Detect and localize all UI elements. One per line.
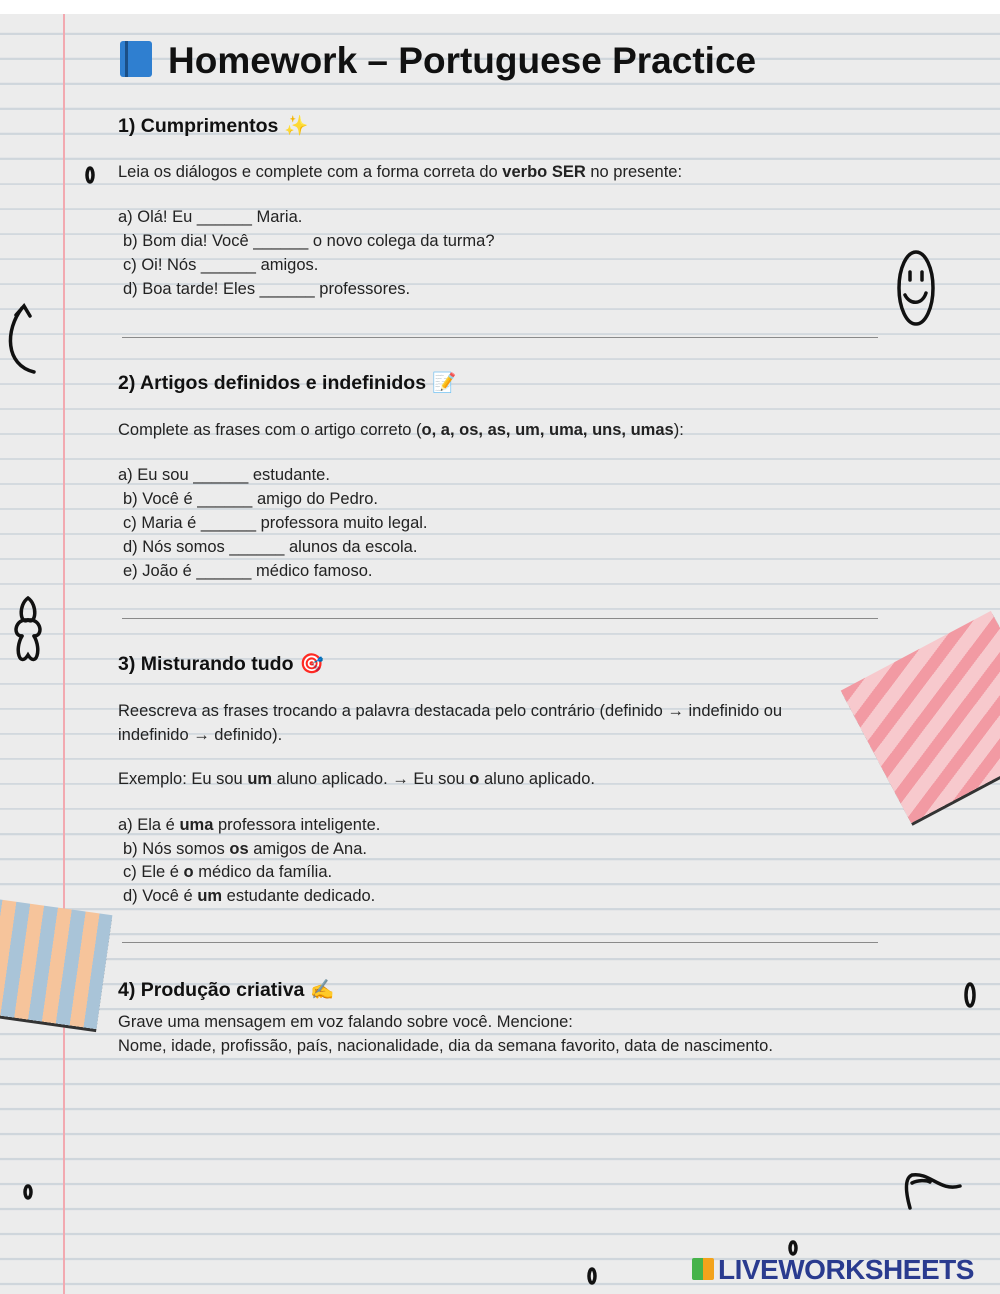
exercise-1b[interactable]: b) Bom dia! Você ______ o novo colega da turma? bbox=[123, 232, 495, 250]
section-3-example: Exemplo: Eu sou um aluno aplicado. → Eu sou o aluno aplicado. bbox=[118, 770, 595, 788]
dot-doodle-2 bbox=[966, 984, 974, 1006]
memo-icon: 📝 bbox=[432, 372, 457, 394]
exercise-3b[interactable]: b) Nós somos os amigos de Ana. bbox=[123, 840, 367, 858]
liveworksheets-logo[interactable]: LIVEWORKSHEETS bbox=[692, 1254, 974, 1286]
exercise-2c[interactable]: c) Maria é ______ professora muito legal. bbox=[123, 514, 428, 532]
section-4-heading: 4) Produção criativa ✍ bbox=[118, 979, 335, 1001]
exercise-2a[interactable]: a) Eu sou ______ estudante. bbox=[118, 466, 330, 484]
exercise-1d[interactable]: d) Boa tarde! Eles ______ professores. bbox=[123, 280, 411, 298]
target-icon: 🎯 bbox=[299, 653, 324, 675]
exercise-3d[interactable]: d) Você é um estudante dedicado. bbox=[123, 887, 376, 905]
section-2-heading: 2) Artigos definidos e indefinidos 📝 bbox=[118, 372, 457, 394]
section-4-line1: Grave uma mensagem em voz falando sobre você. Mencione: bbox=[118, 1013, 573, 1031]
curl-arrow-doodle bbox=[10, 306, 34, 372]
exercise-2d[interactable]: d) Nós somos ______ alunos da escola. bbox=[123, 538, 418, 556]
section-1-instruction: Leia os diálogos e complete com a forma correta do verbo SER no presente: bbox=[118, 163, 683, 181]
dot-doodle-1 bbox=[87, 168, 93, 182]
section-4-line2: Nome, idade, profissão, país, nacionalidade, dia da semana favorito, data de nascimento. bbox=[118, 1037, 773, 1055]
exercise-3a[interactable]: a) Ela é uma professora inteligente. bbox=[118, 816, 381, 834]
section-divider-2 bbox=[122, 618, 878, 619]
section-2-instruction: Complete as frases com o artigo correto (o, a, os, as, um, uma, uns, umas): bbox=[118, 421, 684, 439]
sparkles-icon: ✨ bbox=[284, 115, 309, 137]
writing-hand-icon: ✍ bbox=[310, 979, 335, 1001]
squiggle-doodle bbox=[906, 1175, 960, 1208]
exercise-1c[interactable]: c) Oi! Nós ______ amigos. bbox=[123, 256, 319, 274]
section-divider-3 bbox=[122, 942, 878, 943]
flower-doodle bbox=[16, 598, 40, 659]
exercise-3c[interactable]: c) Ele é o médico da família. bbox=[123, 863, 333, 881]
dot-doodle-3 bbox=[25, 1186, 31, 1198]
liveworksheets-logo-icon bbox=[692, 1258, 714, 1280]
book-icon bbox=[120, 41, 152, 77]
smiley-doodle bbox=[899, 252, 933, 324]
exercise-2b[interactable]: b) Você é ______ amigo do Pedro. bbox=[123, 490, 379, 508]
section-1-heading: 1) Cumprimentos ✨ bbox=[118, 115, 309, 137]
section-3-heading: 3) Misturando tudo 🎯 bbox=[118, 653, 324, 675]
exercise-2e[interactable]: e) João é ______ médico famoso. bbox=[123, 562, 373, 580]
dot-doodle-5 bbox=[790, 1242, 796, 1254]
section-divider-1 bbox=[122, 337, 878, 338]
section-3-instruction-line1: Reescreva as frases trocando a palavra destacada pelo contrário (definido → indefinido ou bbox=[118, 702, 783, 720]
exercise-1a[interactable]: a) Olá! Eu ______ Maria. bbox=[118, 208, 303, 226]
page-title: Homework – Portuguese Practice bbox=[120, 40, 756, 82]
dot-doodle-4 bbox=[589, 1269, 595, 1283]
section-3-instruction-line2: indefinido → definido). bbox=[118, 726, 283, 744]
